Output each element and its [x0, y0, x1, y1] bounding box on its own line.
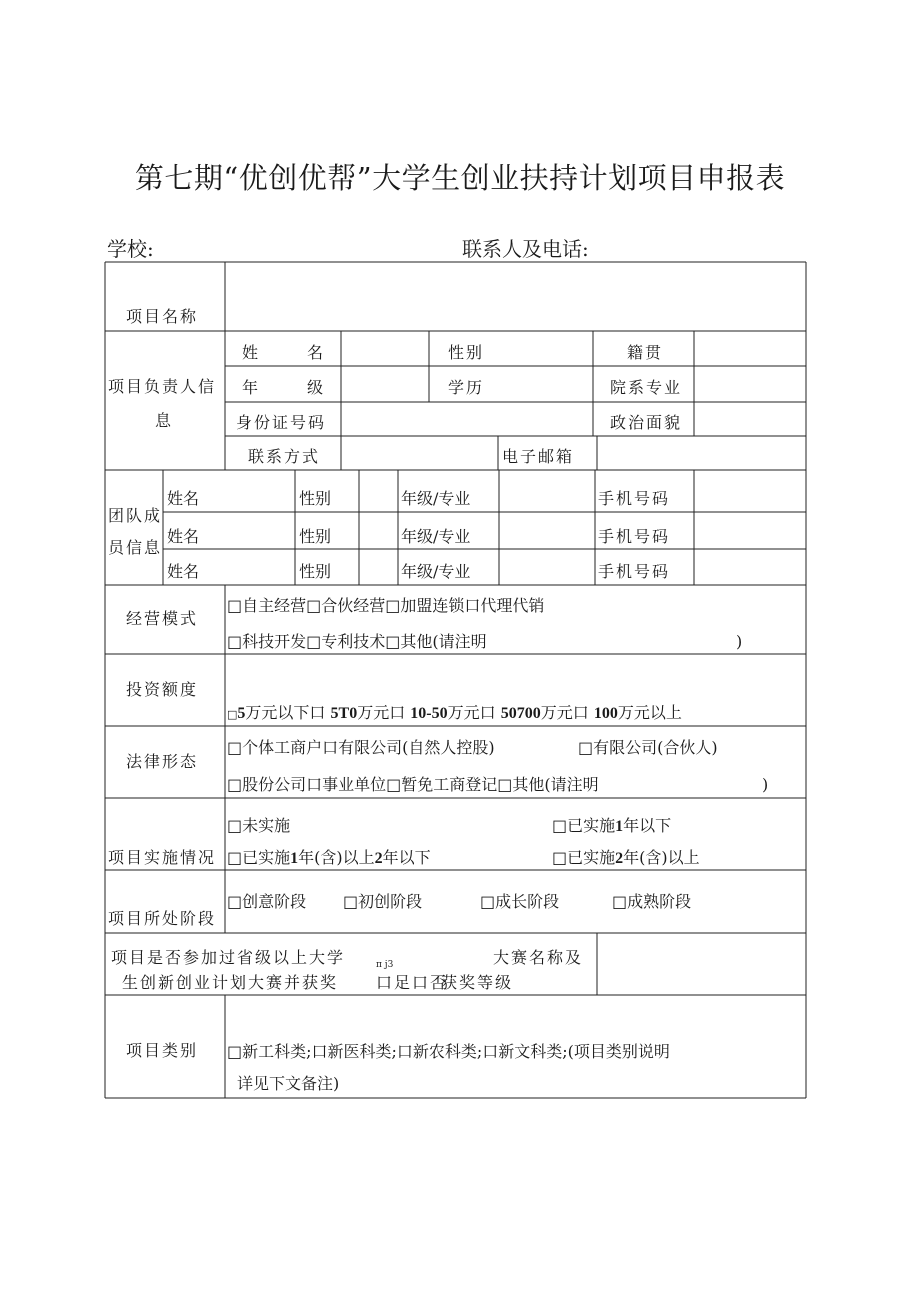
implementation-1-to-2-years-num2: 2: [374, 850, 383, 867]
team-row-3-name-input[interactable]: [226, 550, 294, 584]
investment-option-4-text: 万元口: [540, 703, 589, 722]
investment-option-5-text: 万元以上: [617, 703, 682, 722]
team-row-2-grade-major-input[interactable]: [500, 513, 594, 548]
team-row-3-phone-input[interactable]: [695, 550, 805, 584]
team-row-1-gender-label: 性别: [299, 489, 332, 508]
leader-contact-input[interactable]: [342, 437, 497, 469]
leader-political-status-input[interactable]: [695, 403, 805, 435]
competition-award-label-line1: 大赛名称及: [493, 948, 584, 967]
team-row-2-name-label: 姓名: [167, 527, 200, 546]
legal-form-options-line1a[interactable]: □个体工商户口有限公司(自然人控股): [227, 738, 495, 757]
investment-checkbox-lead[interactable]: □: [227, 708, 238, 721]
team-row-1-name-input[interactable]: [226, 471, 294, 511]
implementation-label: 项目实施情况: [108, 848, 217, 867]
team-info-label-line2: 员信息: [108, 538, 163, 557]
implementation-under-1-year[interactable]: [552, 816, 671, 837]
investment-option-2-num: 5T0: [330, 705, 358, 722]
implementation-1-to-2-years-c: 年以下: [382, 848, 431, 867]
leader-contact-label: 联系方式: [248, 447, 321, 466]
leader-info-label-line1: 项目负责人信: [108, 377, 217, 396]
implementation-under-1-year-a: □已实施: [552, 816, 616, 835]
legal-form-note-close: ): [762, 775, 769, 794]
team-row-2-gender-input[interactable]: [360, 513, 397, 548]
leader-grade-label-a: 年: [242, 378, 259, 397]
project-name-label: 项目名称: [126, 307, 199, 326]
leader-education-input[interactable]: [500, 367, 592, 401]
team-row-1-phone-label: 手机号码: [598, 489, 671, 508]
category-options-line1[interactable]: □新工科类;口新医科类;口新农科类;口新文科类;(项目类别说明: [227, 1042, 670, 1061]
leader-department-major-input[interactable]: [695, 367, 805, 401]
legal-form-options-line1b[interactable]: □有限公司(合伙人): [578, 738, 718, 757]
team-info-label-line1: 团队成: [108, 506, 163, 525]
stage-label: 项目所处阶段: [108, 909, 217, 928]
leader-political-status-label: 政治面貌: [610, 413, 683, 432]
leader-native-place-label: 籍贯: [627, 343, 664, 362]
investment-option-1-text: 万元以下口: [245, 703, 326, 722]
investment-options[interactable]: [227, 703, 682, 725]
team-row-3-gender-label: 性别: [299, 562, 332, 581]
stage-option-startup[interactable]: □初创阶段: [343, 892, 423, 911]
competition-question-line2: 生创新创业计划大赛并获奖: [122, 973, 339, 992]
implementation-1-to-2-years-b: 年(含)以上: [298, 848, 375, 867]
leader-grade-input[interactable]: [342, 367, 428, 401]
implementation-not-started[interactable]: □未实施: [227, 816, 291, 835]
team-row-1-grade-major-label: 年级/专业: [401, 489, 471, 508]
investment-option-5-num: 100: [593, 705, 618, 722]
stage-option-growth[interactable]: □成长阶段: [480, 892, 560, 911]
category-label: 项目类别: [126, 1041, 199, 1060]
team-row-3-grade-major-input[interactable]: [500, 550, 594, 584]
leader-grade-label-b: 级: [307, 378, 324, 397]
competition-award-input[interactable]: [598, 934, 805, 994]
project-name-input[interactable]: [226, 263, 805, 330]
implementation-over-2-years-num: 2: [615, 850, 624, 867]
business-model-options-line2[interactable]: □科技开发□专利技术□其他(请注明: [227, 632, 487, 651]
investment-option-1-num: 5: [237, 705, 246, 722]
page-title: 第七期“优创优帮”大学生创业扶持计划项目申报表: [134, 161, 786, 195]
leader-info-label-line2: 息: [155, 411, 172, 430]
team-row-3-phone-label: 手机号码: [598, 562, 671, 581]
implementation-under-1-year-b: 年以下: [623, 816, 672, 835]
leader-email-label: 电子邮箱: [502, 447, 575, 466]
implementation-under-1-year-num: 1: [615, 818, 624, 835]
business-model-note-close: ): [736, 632, 743, 651]
team-row-3-gender-input[interactable]: [360, 550, 397, 584]
investment-option-2-text: 万元口: [357, 703, 406, 722]
school-label: 学校:: [107, 237, 154, 261]
legal-form-label: 法律形态: [126, 752, 199, 771]
team-row-3-grade-major-label: 年级/专业: [401, 562, 471, 581]
implementation-over-2-years-a: □已实施: [552, 848, 616, 867]
leader-name-label-b: 名: [307, 343, 324, 362]
implementation-over-2-years-b: 年(含)以上: [623, 848, 700, 867]
leader-id-number-input[interactable]: [342, 403, 592, 435]
stage-option-mature[interactable]: □成熟阶段: [612, 892, 692, 911]
team-row-2-phone-label: 手机号码: [598, 527, 671, 546]
competition-question-line1: 项目是否参加过省级以上大学: [111, 948, 346, 967]
implementation-over-2-years[interactable]: [552, 848, 700, 869]
leader-email-input[interactable]: [598, 437, 805, 469]
team-row-2-grade-major-label: 年级/专业: [401, 527, 471, 546]
team-row-1-gender-input[interactable]: [360, 471, 397, 511]
leader-education-label: 学历: [448, 378, 485, 397]
business-model-options-line1[interactable]: □自主经营□合伙经营□加盟连锁口代理代销: [227, 596, 545, 615]
leader-gender-input[interactable]: [500, 332, 592, 365]
team-row-1-phone-input[interactable]: [695, 471, 805, 511]
team-row-3-name-label: 姓名: [167, 562, 200, 581]
contact-phone-label: 联系人及电话:: [462, 237, 589, 261]
competition-marker: π j3: [376, 960, 394, 970]
investment-label: 投资额度: [126, 680, 199, 699]
investment-option-4-num: 50700: [500, 705, 541, 722]
legal-form-options-line2[interactable]: □股份公司口事业单位□暂免工商登记□其他(请注明: [227, 775, 599, 794]
leader-native-place-input[interactable]: [695, 332, 805, 365]
implementation-1-to-2-years-a: □已实施: [227, 848, 291, 867]
leader-name-input[interactable]: [342, 332, 428, 365]
implementation-1-to-2-years[interactable]: [227, 848, 431, 869]
stage-option-idea[interactable]: □创意阶段: [227, 892, 307, 911]
team-row-2-name-input[interactable]: [226, 513, 294, 548]
team-row-1-name-label: 姓名: [167, 489, 200, 508]
leader-id-number-label: 身份证号码: [236, 413, 327, 432]
leader-name-label-a: 姓: [242, 343, 259, 362]
competition-award-label-line2: 获奖等级: [441, 973, 514, 992]
team-row-1-grade-major-input[interactable]: [500, 471, 594, 511]
investment-option-3-text: 万元口: [447, 703, 496, 722]
team-row-2-gender-label: 性别: [299, 527, 332, 546]
category-note-line2: 详见下文备注): [237, 1074, 340, 1093]
competition-yes-no-options[interactable]: 口足口否: [376, 973, 449, 992]
leader-department-major-label: 院系专业: [610, 378, 683, 397]
leader-gender-label: 性别: [448, 343, 485, 362]
investment-option-3-num: 10-50: [410, 705, 448, 722]
implementation-1-to-2-years-num1: 1: [290, 850, 299, 867]
team-row-2-phone-input[interactable]: [695, 513, 805, 548]
business-model-label: 经营模式: [126, 609, 199, 628]
